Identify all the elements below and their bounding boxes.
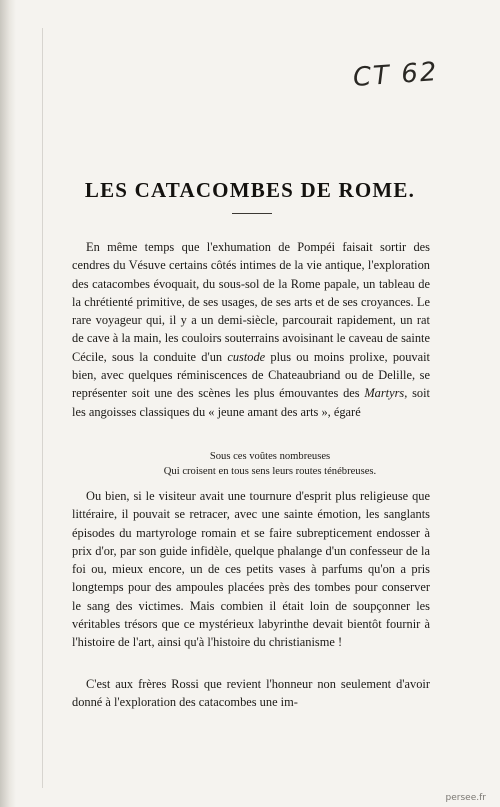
verse-line-1: Sous ces voûtes nombreuses bbox=[209, 451, 331, 462]
verse-quotation bbox=[72, 449, 430, 479]
paragraph-1-italic-martyrs: Martyrs bbox=[364, 386, 405, 401]
paragraph-1-text-c: , soit les angoisses classiques du « jeune amant des arts », égaré bbox=[72, 386, 430, 419]
site-watermark: persee.fr bbox=[445, 793, 486, 803]
paragraph-1-italic-custode: custode bbox=[227, 349, 266, 364]
page-binding-shadow bbox=[0, 0, 16, 807]
verse-line-2: Qui croisent en tous sens leurs routes ténébreuses. bbox=[163, 466, 377, 477]
page-title: LES CATACOMBES DE ROME. bbox=[84, 178, 416, 202]
paragraph-1-text-a: En même temps que l'exhumation de Pompéi faisait sortir des cendres du Vésuve certains côtés intimes de la vie antique, l'exploration des catacombes évoquait, du sous-sol de la Rome papale, un tableau de la chrétienté primitive, de ses usages, de ses arts et de ses croyances. Le rare voyageur qui, il y a un demi-siècle, parcourait rapidement, un rat de cave à la main, les couloirs souterrains avoisinant le caveau de sainte Cécile, sous la conduite d'un bbox=[72, 240, 430, 364]
title-divider bbox=[232, 213, 272, 214]
paragraph-2: Ou bien, si le visiteur avait une tournure d'esprit plus religieuse que littéraire, il pouvait se retracer, avec une sainte émotion, les sanglants épisodes du martyrologe romain et se faire subrepticement endosser à prix d'or, par son guide infidèle, quelque phalange d'un confesseur de la foi ou, mieux encore, un de ces petits vases à parfums qu'on a pris longtemps pour des ampoules placées près des tombes pour conserver le sang des victimes. Mais combien il était loin de soupçonner les véritables trésors que ce mystérieux labyrinthe devait bientôt fournir à l'histoire de l'art, ainsi qu'à l'histoire du christianisme ! bbox=[72, 489, 430, 650]
paragraph-1 bbox=[72, 238, 430, 421]
handwritten-shelfmark: CT 62 bbox=[352, 57, 440, 93]
paragraph-3: C'est aux frères Rossi que revient l'honneur non seulement d'avoir donné à l'exploration des catacombes une im- bbox=[72, 677, 430, 710]
paragraph-1-text-b: plus ou moins prolixe, pouvait bien, avec quelques réminiscences de Chateaubriand ou de Delille, se représenter soit une des scènes les plus émouvantes des bbox=[72, 349, 430, 401]
binding-crease bbox=[42, 28, 43, 788]
